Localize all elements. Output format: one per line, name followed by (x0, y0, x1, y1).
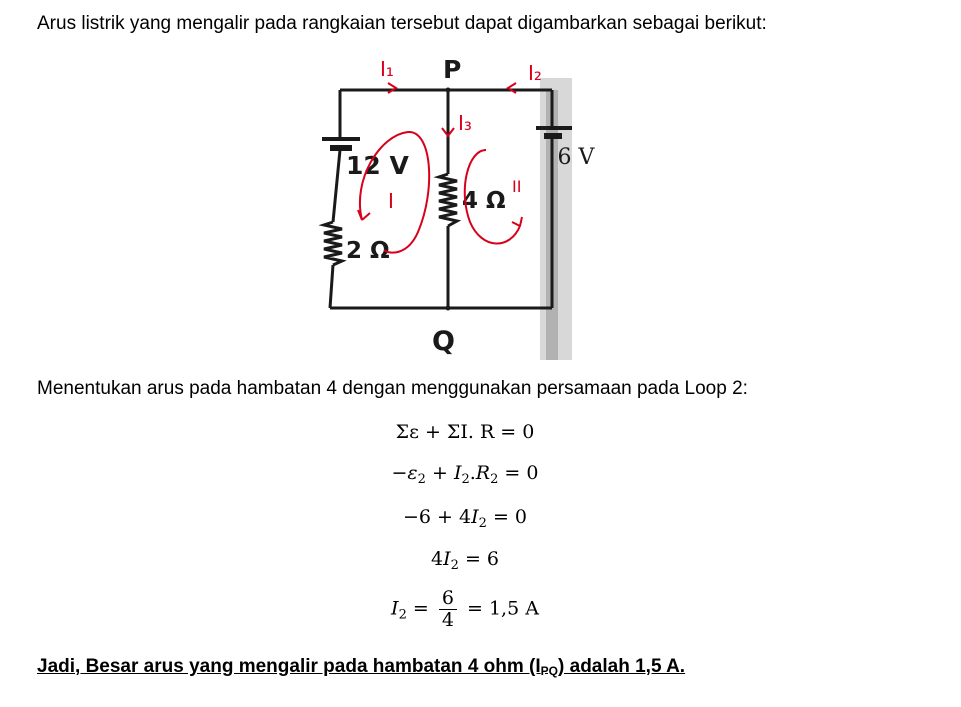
loop-2-arrow-icon (512, 217, 522, 226)
eq5-rhs: = 1,5 A (467, 597, 539, 620)
eq2-epsilon-sub: 2 (417, 472, 426, 487)
conclusion-before: Jadi, Besar arus yang mengalir pada hambatan 4 ohm (I (37, 656, 541, 677)
eq3-current-sub: 2 (478, 516, 487, 531)
node-p-label: P (443, 55, 462, 84)
eq2-current: I (453, 462, 462, 484)
equation-1: Σε + ΣI. R = 0 (395, 421, 535, 443)
resistor-middle-zigzag (439, 174, 457, 226)
resistor-middle-label: 4 Ω (462, 188, 506, 214)
loop-2-label: II (512, 177, 522, 196)
wire-left-bottom (330, 265, 333, 308)
circuit-diagram (300, 50, 595, 362)
eq2-resistance: R (475, 462, 491, 484)
eq2-plus: + (431, 462, 448, 484)
intro-text: Arus listrik yang mengalir pada rangkaian tersebut dapat digambarkan sebagai berikut: (37, 13, 767, 34)
eq5-denominator: 4 (441, 608, 454, 631)
wire-left-mid (333, 150, 340, 222)
eq3-current: I (471, 506, 479, 528)
node-q-dot (446, 306, 451, 311)
current-2-label: I₂ (528, 61, 542, 85)
eq4-lhs: 4 (431, 548, 444, 570)
eq5-fraction (439, 588, 457, 631)
current-3-label: I₃ (458, 111, 472, 135)
eq5-equals: = (412, 597, 429, 620)
resistor-left-label: 2 Ω (346, 238, 390, 264)
eq5-current-sub: 2 (398, 607, 407, 623)
loop-description: Menentukan arus pada hambatan 4 dengan menggunakan persamaan pada Loop 2: (37, 378, 748, 399)
battery-left-label: 12 V (346, 151, 409, 180)
conclusion-text (37, 656, 685, 678)
node-p-dot (446, 88, 451, 93)
eq4-current: I (443, 548, 451, 570)
eq3-lhs: −6 + 4 (402, 506, 472, 528)
current-1-label: I₁ (380, 57, 394, 81)
eq2-rhs: = 0 (504, 462, 539, 484)
eq5-numerator: 6 (439, 588, 457, 610)
equation-5 (0, 588, 930, 631)
loop-1-label: I (388, 189, 394, 213)
battery-right-label: 6 V (557, 145, 595, 170)
eq3-rhs: = 0 (492, 506, 527, 528)
eq4-current-sub: 2 (450, 558, 459, 573)
conclusion-after: ) adalah 1,5 A. (558, 656, 686, 677)
resistor-left-zigzag (324, 222, 342, 265)
conclusion-subscript: PQ (540, 664, 559, 678)
eq4-rhs: = 6 (464, 548, 499, 570)
equation-3 (0, 506, 930, 531)
node-q-label: Q (432, 326, 455, 357)
equation-4 (0, 548, 930, 573)
eq2-resistance-sub: 2 (490, 472, 499, 487)
eq2-epsilon: −ε (391, 462, 418, 484)
eq5-current: I (391, 597, 399, 620)
equation-2 (0, 462, 930, 487)
eq2-current-sub: 2 (461, 472, 470, 487)
eq2-dot: . (469, 462, 476, 484)
